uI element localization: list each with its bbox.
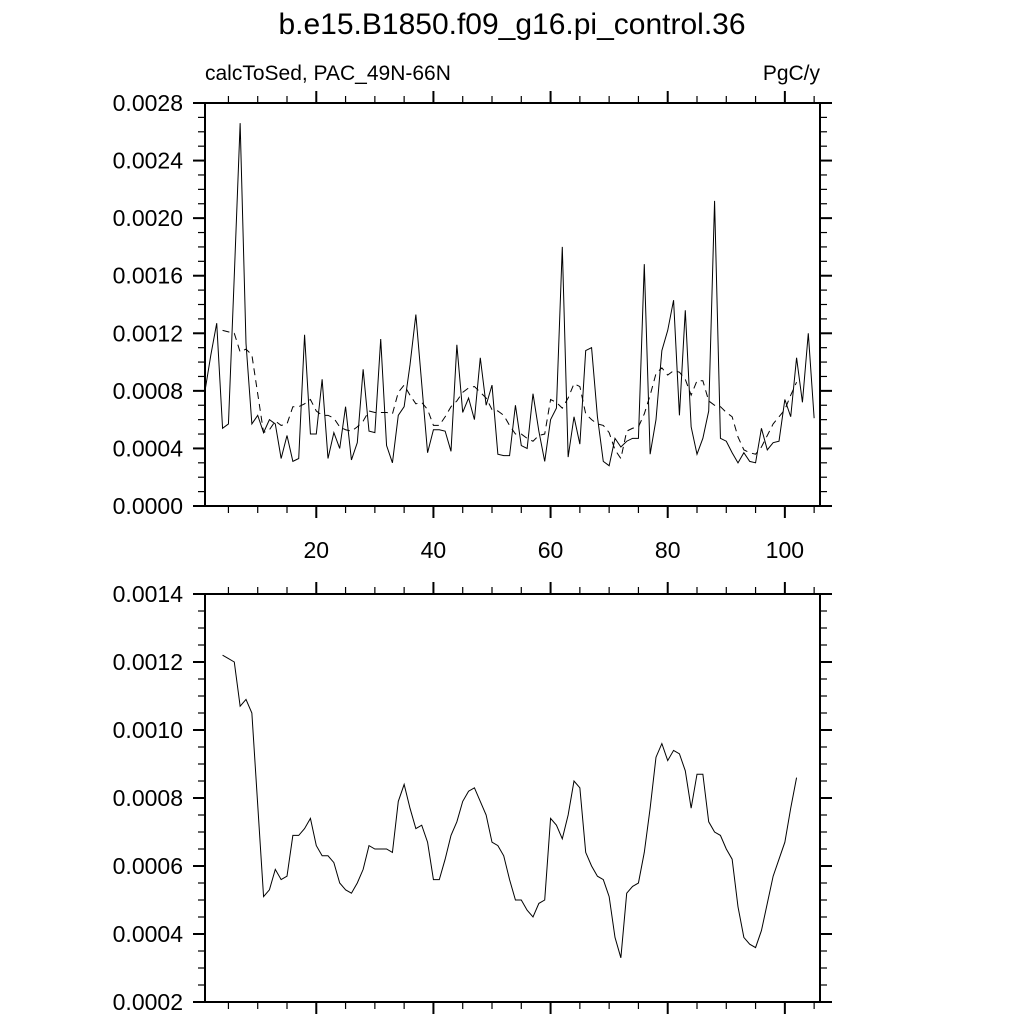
top-y-tick-label: 0.0012 [112,320,183,347]
bottom-y-tick-label: 0.0004 [112,921,183,947]
top-x-tick-label: 80 [654,537,681,563]
bottom-axis-frame [205,594,820,1002]
bottom-running-mean-line [223,655,797,958]
bottom-tick-labels [113,581,184,1015]
top-y-tick-label: 0.0008 [112,377,183,404]
bottom-panel [113,581,832,1015]
top-y-tick-label: 0.0020 [112,205,183,232]
figure-title: b.e15.B1850.f09_g16.pi_control.36 [278,8,746,41]
top-panel-subtitle-left: calcToSed, PAC_49N-66N [205,62,451,85]
bottom-y-tick-label: 0.0014 [112,581,183,607]
bottom-y-tick-label: 0.0006 [112,853,183,879]
top-x-tick-label: 100 [765,537,805,563]
bottom-y-tick-label: 0.0010 [112,717,183,743]
top-axis-frame [205,103,820,506]
top-x-tick-label: 60 [537,537,564,563]
top-y-tick-label: 0.0016 [112,262,183,289]
top-panel-subtitle-right: PgC/y [762,62,820,85]
bottom-y-tick-label: 0.0008 [112,785,183,811]
top-y-tick-label: 0.0024 [112,147,183,174]
bottom-tick-marks [193,582,832,1014]
bottom-y-tick-label: 0.0012 [112,649,183,675]
top-x-tick-label: 40 [420,537,447,563]
top-x-tick-label: 20 [303,537,330,563]
top-tick-marks [193,91,832,518]
bottom-y-tick-label: 0.0002 [112,989,183,1015]
top-y-tick-label: 0.0004 [112,435,183,462]
top-y-tick-label: 0.0028 [112,90,183,116]
top-panel [113,90,832,563]
top-y-tick-label: 0.0000 [112,493,183,519]
top-annual-line [205,123,814,466]
